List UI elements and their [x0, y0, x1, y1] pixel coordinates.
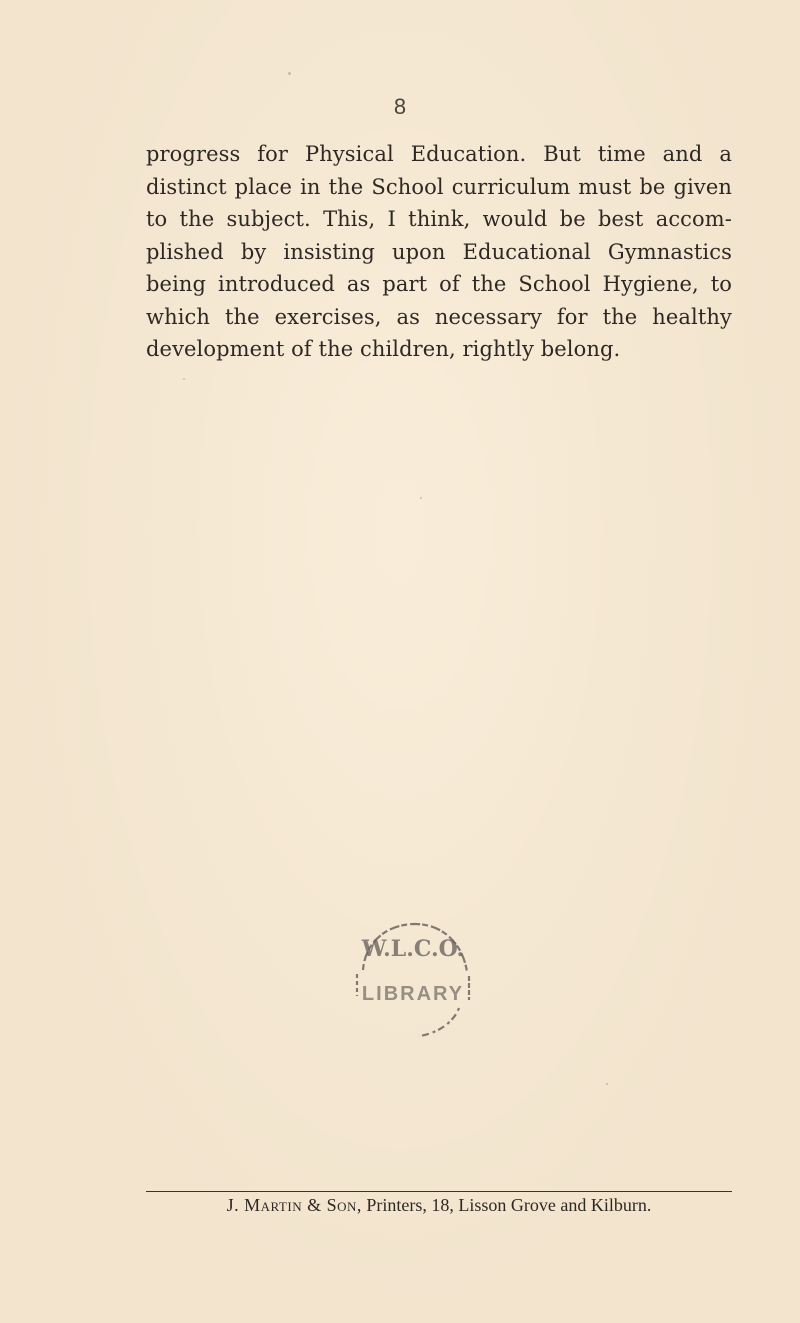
- text-line: progress for Physical Education. But time and a: [146, 142, 732, 166]
- printer-address: Printers, 18, Lisson Grove and Kilburn.: [361, 1195, 652, 1215]
- stamp-top-text: W.L.C.O.: [361, 936, 465, 962]
- printer-firm: J. Martin & Son,: [226, 1195, 362, 1215]
- imprint-divider: [146, 1191, 732, 1192]
- text-line: being introduced as part of the School Hygiene, to: [146, 272, 732, 296]
- paper-speck: [288, 72, 291, 75]
- paper-speck: [183, 378, 185, 380]
- text-line: to the subject. This, I think, would be best accom-: [146, 207, 732, 231]
- text-line: plished by insisting upon Educational Gymnastics: [146, 239, 732, 264]
- paper-speck: [420, 497, 422, 499]
- library-stamp-icon: [335, 912, 485, 1042]
- printer-imprint: [146, 1195, 732, 1216]
- page-number: 8: [393, 94, 407, 119]
- text-line: development of the children, rightly belong.: [146, 337, 621, 361]
- body-paragraph: [146, 138, 732, 366]
- text-line: which the exercises, as necessary for the healthy: [146, 304, 732, 329]
- paper-speck: [606, 1083, 608, 1085]
- stamp-center-text: LIBRARY: [361, 983, 465, 1005]
- text-line: distinct place in the School curriculum must be given: [146, 174, 732, 199]
